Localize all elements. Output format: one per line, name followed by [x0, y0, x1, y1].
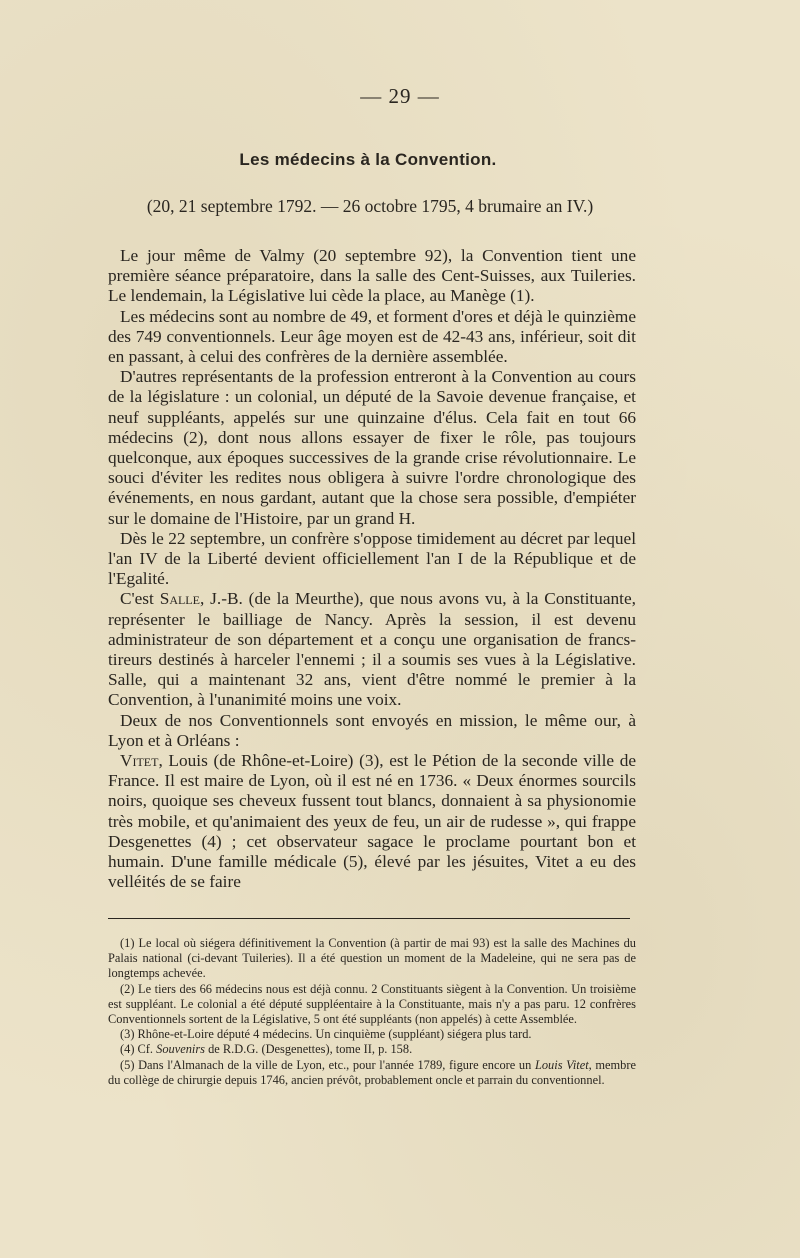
footnote: (1) Le local où siégera définitivement la Convention (à partir de mai 93) est la salle des Machines du Palais national (ci-devant Tuileries). Il a été question un moment de la Madeleine, qui ne sera pas de longtemps achevée. [108, 936, 636, 981]
paragraph: D'autres représentants de la profession entreront à la Convention au cours de la législature : un colonial, un député de la Savoie devenue française, et neuf suppléants, appelés sur une quinzaine d'élus. Cela fait en tout 66 médecins (2), dont nous allons essayer de fixer le rôle, pas toujours quelconque, aux époques successives de la grande crise révolutionnaire. Le souci d'éviter les redites nous obligera à suivre l'ordre chronologique des événements, en nous gardant, autant que la chose sera possible, d'empiéter sur le domaine de l'Histoire, par un grand H. [108, 367, 636, 528]
footnote-divider [108, 918, 630, 919]
paragraph-text: , J.-B. (de la Meurthe), que nous avons vu, à la Constituante, représenter le bailliage de Nancy. Après la session, il est devenu administrateur de son département et a conçu une organisation de francs-tireurs destinés à harceler l'ennemi ; il a soumis ses vues à la Législative. Salle, qui a maintenant 32 ans, vient d'être nommé le premier à la Convention, à l'unanimité moins une voix. [108, 589, 636, 710]
footnote-text: , membre du collège de chirurgie depuis 1746, ancien prévôt, probablement oncle et parrain du conventionnel. [108, 1057, 636, 1087]
chapter-dates: (20, 21 septembre 1792. — 26 octobre 1795, 4 brumaire an IV.) [146, 196, 594, 216]
paragraph-lead: C'est [120, 589, 160, 609]
paragraph-salle [108, 589, 636, 710]
footnotes [108, 936, 636, 1088]
page-number: — 29 — [360, 84, 440, 108]
footnote [108, 1042, 636, 1057]
paragraph: Le jour même de Valmy (20 septembre 92), la Convention tient une première séance préparatoire, dans la salle des Cent-Suisses, aux Tuileries. Le lendemain, la Législative lui cède la place, au Manège (1). [108, 246, 636, 306]
chapter-title: Les médecins à la Convention. [239, 150, 497, 169]
main-text [108, 246, 636, 893]
paragraph: Les médecins sont au nombre de 49, et forment d'ores et déjà le quinzième des 749 conventionnels. Leur âge moyen est de 42-43 ans, inférieur, soit dit en passant, à celui des confrères de la dernière assemblée. [108, 306, 636, 367]
paragraph: Dès le 22 septembre, un confrère s'oppose timidement au décret par lequel l'an IV de la Liberté devient officiellement l'an I de la République et de l'Egalité. [108, 528, 636, 589]
footnote-lead: (4) Cf. [120, 1042, 157, 1057]
paragraph-text: , Louis (de Rhône-et-Loire) (3), est le Pétion de la seconde ville de France. Il est maire de Lyon, où il est né en 1736. « Deux énormes sourcils noirs, quoique ses cheveux fussent tout blancs, donnaient à sa physionomie très mobile, et qu'animaient des yeux de feu, un air de rudesse », qui frappe Desgenettes (4) ; cet observateur sagace le proclame pourtant bon et humain. D'une famille médicale (5), élevé par les jésuites, Vitet a eu des velléités de se faire [108, 751, 636, 892]
book-title: Souvenirs [156, 1042, 206, 1057]
paragraph-vitet [108, 751, 636, 892]
person-name: Vitet [120, 751, 159, 771]
footnote: (2) Le tiers des 66 médecins nous est déjà connu. 2 Constituants siègent à la Convention. Un troisième est suppléant. Le colonial a été député suppléentaire à la Constituante, mais n'y a pas paru. 12 confrères Conventionnels sortent de la Législative, 5 ont été suppléants (non appelés) à cette Assemblée. [108, 981, 636, 1027]
footnote-lead: (5) Dans l'Almanach de la ville de Lyon, etc., pour l'année 1789, figure encore un [120, 1057, 535, 1072]
footnote-text: de R.D.G. (Desgenettes), tome II, p. 158. [205, 1042, 413, 1057]
person-name: Salle [159, 589, 200, 609]
footnote: (3) Rhône-et-Loire député 4 médecins. Un cinquième (suppléant) siégera plus tard. [120, 1027, 532, 1042]
person-name-italic: Louis Vitet [534, 1057, 589, 1072]
paragraph: Deux de nos Conventionnels sont envoyés en mission, le même our, à Lyon et à Orléans : [108, 710, 636, 750]
footnote [108, 1058, 636, 1088]
